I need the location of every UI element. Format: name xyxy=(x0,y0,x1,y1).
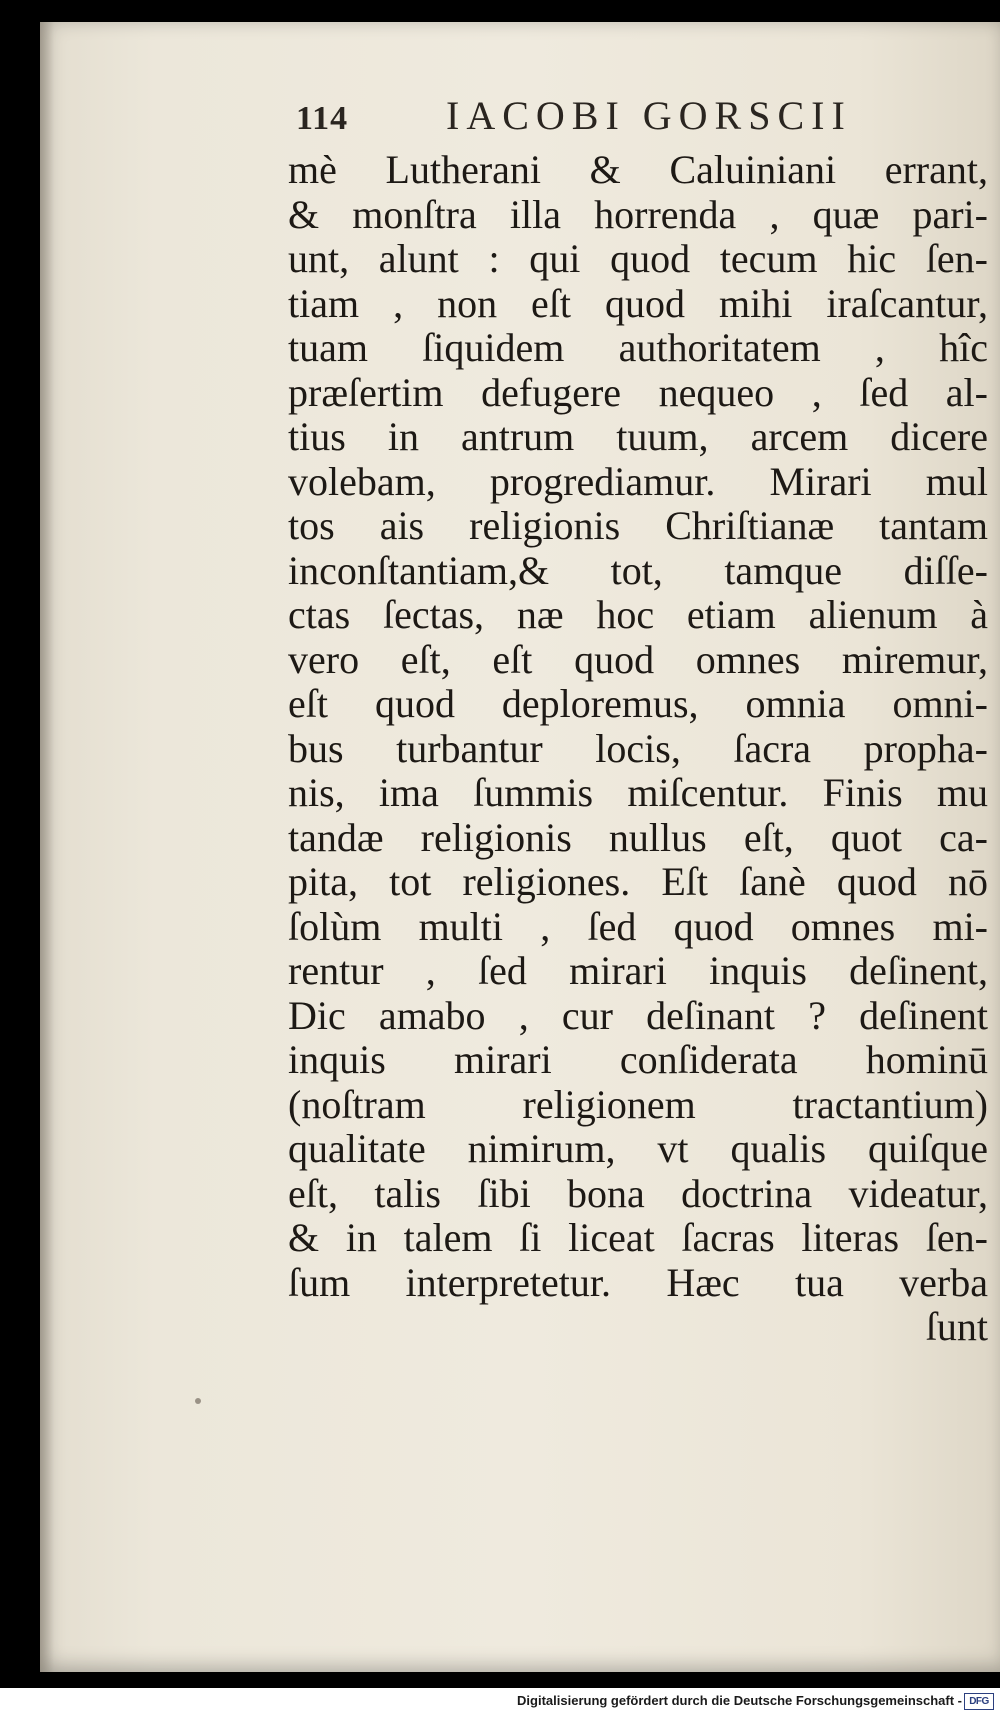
catchword: ſunt xyxy=(925,1304,988,1349)
text-line: inquis mirari conſiderata hominū xyxy=(288,1037,988,1082)
paper-speck xyxy=(195,1398,201,1404)
digitization-footer xyxy=(0,1688,1000,1715)
text-line: eſt quod deploremus, omnia omni- xyxy=(288,681,988,726)
text-line: mè Lutherani & Caluiniani errant, xyxy=(288,147,988,192)
text-line: bus turbantur locis, ſacra propha- xyxy=(288,725,988,771)
text-line: vero eſt, eſt quod omnes miremur, xyxy=(288,636,988,682)
body-text xyxy=(288,148,988,1350)
funding-credit: Digitalisierung gefördert durch die Deutsche Forschungsgemeinschaft - xyxy=(517,1693,962,1708)
text-line: ſum interpretetur. Hæc tua verba xyxy=(288,1259,988,1305)
text-line: unt, alunt : qui quod tecum hic ſen- xyxy=(288,236,988,281)
text-line: tius in antrum tuum, arcem dicere xyxy=(288,414,988,459)
text-line: (noſtram religionem tractantium) xyxy=(288,1081,988,1127)
text-line: inconſtantiam,& tot, tamque diſſe- xyxy=(288,547,988,593)
text-line: tos ais religionis Chriſtianæ tantam xyxy=(288,503,988,548)
text-line: nis, ima ſummis miſcentur. Finis mu xyxy=(288,770,988,815)
text-line: & in talem ſi liceat ſacras literas ſen- xyxy=(288,1215,988,1260)
text-line: qualitate nimirum, vt qualis quiſque xyxy=(288,1126,988,1171)
dfg-logo-icon: DFG xyxy=(964,1693,994,1710)
page-number: 114 xyxy=(296,100,349,137)
page-gutter-shadow xyxy=(40,22,54,1672)
text-line: eſt, talis ſibi bona doctrina videatur, xyxy=(288,1170,988,1216)
text-line: ſolùm multi , ſed quod omnes mi- xyxy=(288,903,988,949)
text-line: volebam, progrediamur. Mirari mul xyxy=(288,458,988,504)
text-line: ctas ſectas, næ hoc etiam alienum à xyxy=(288,592,988,637)
running-head: IACOBI GORSCII xyxy=(446,93,852,138)
text-line: præſertim defugere nequeo , ſed al- xyxy=(288,369,988,415)
text-line: & monſtra illa horrenda , quæ pari- xyxy=(288,191,988,237)
text-line: tuam ſiquidem authoritatem , hîc xyxy=(288,325,988,370)
text-line: Dic amabo , cur deſinant ? deſinent xyxy=(288,992,988,1038)
text-line: tiam , non eſt quod mihi iraſcantur, xyxy=(288,280,988,326)
text-line: rentur , ſed mirari inquis deſinent, xyxy=(288,948,988,993)
text-line: tandæ religionis nullus eſt, quot ca- xyxy=(288,814,988,860)
text-line: pita, tot religiones. Eſt ſanè quod nō xyxy=(288,859,988,904)
